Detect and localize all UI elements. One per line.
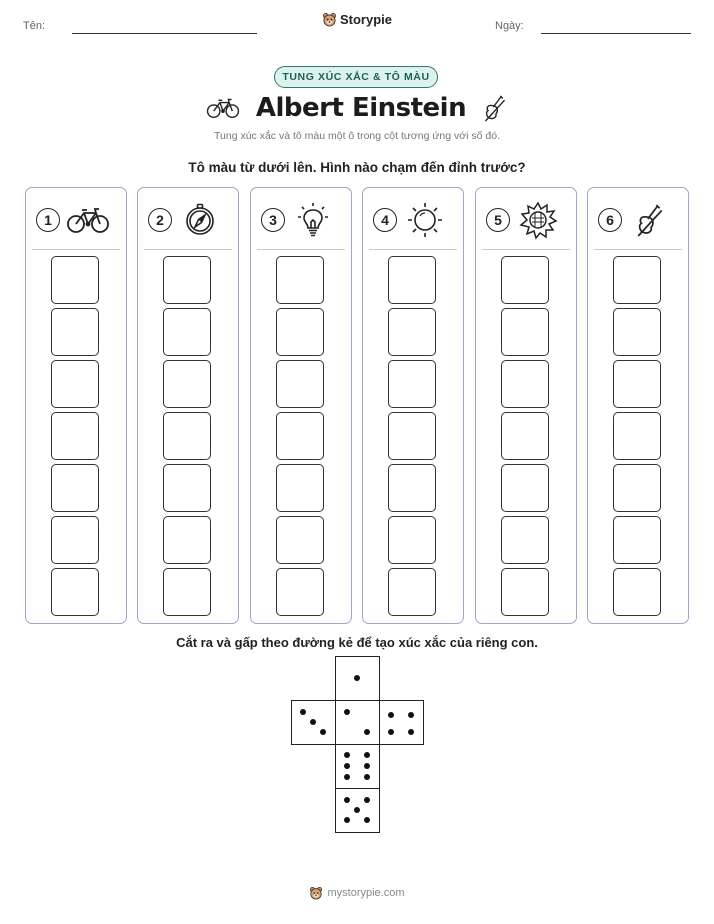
color-box[interactable] [388,360,436,408]
sun-spiky-icon [518,200,558,240]
color-box[interactable] [613,464,661,512]
color-box[interactable] [501,360,549,408]
pip [344,797,350,803]
color-box[interactable] [388,256,436,304]
brand-logo [0,12,714,27]
bicycle-icon [66,205,110,235]
color-box[interactable] [51,256,99,304]
color-box[interactable] [388,308,436,356]
brand-name: Storypie [339,12,392,27]
color-box[interactable] [613,568,661,616]
color-box[interactable] [163,360,211,408]
column-header [148,202,228,238]
color-box[interactable] [51,568,99,616]
color-box[interactable] [276,412,324,460]
compass-icon [183,203,217,237]
die-face-2 [335,700,380,745]
color-box[interactable] [388,464,436,512]
color-box[interactable] [51,516,99,564]
pip [300,709,306,715]
color-box[interactable] [163,516,211,564]
column-number: 5 [486,208,510,232]
pip [408,729,414,735]
pip [354,675,360,681]
column-divider [32,249,120,250]
pip [344,709,350,715]
column-2 [137,187,239,624]
column-number: 2 [148,208,172,232]
column-1 [25,187,127,624]
column-number: 1 [36,208,60,232]
column-number: 6 [598,208,622,232]
pip [310,719,316,725]
pip [364,729,370,735]
die-face-6 [335,744,380,789]
die-face-5 [335,788,380,833]
color-box[interactable] [613,412,661,460]
color-box[interactable] [163,308,211,356]
pip [344,752,350,758]
name-label: Tên: [23,20,46,32]
column-divider [369,249,457,250]
pip [364,817,370,823]
color-box[interactable] [163,256,211,304]
color-box[interactable] [51,464,99,512]
instruction: Tô màu từ dưới lên. Hình nào chạm đến đỉnh trước? [188,160,526,175]
color-box[interactable] [501,568,549,616]
footer-url[interactable]: mystorypie.com [327,887,405,899]
column-header [598,202,678,238]
column-4 [362,187,464,624]
pip [364,763,370,769]
subtitle: Tung xúc xắc và tô màu một ô trong cột tương ứng với số đó. [214,130,500,142]
color-box[interactable] [613,308,661,356]
pip [388,729,394,735]
pip [344,817,350,823]
color-box[interactable] [501,516,549,564]
column-header [36,202,116,238]
title-row [0,90,714,126]
pip [344,763,350,769]
activity-badge: TUNG XÚC XẮC & TÔ MÀU [274,66,438,88]
column-divider [144,249,232,250]
color-box[interactable] [51,308,99,356]
column-5 [475,187,577,624]
sun-icon [406,201,444,239]
cut-instruction: Cắt ra và gấp theo đường kẻ để tạo xúc xắc của riêng con. [176,635,538,650]
color-box[interactable] [501,256,549,304]
pip [354,807,360,813]
column-3 [250,187,352,624]
lightbulb-icon [296,202,330,238]
column-divider [594,249,682,250]
color-box[interactable] [501,412,549,460]
color-box[interactable] [613,256,661,304]
color-box[interactable] [388,412,436,460]
column-number: 4 [373,208,397,232]
column-header [373,202,453,238]
date-line[interactable] [541,33,691,34]
pip [364,797,370,803]
color-box[interactable] [163,568,211,616]
die-face-4 [379,700,424,745]
pip [344,774,350,780]
bear-icon [322,12,337,27]
pip [388,712,394,718]
column-header [261,202,341,238]
color-box[interactable] [388,516,436,564]
bear-icon [309,886,323,900]
color-box[interactable] [276,360,324,408]
color-box[interactable] [501,308,549,356]
name-line[interactable] [72,33,257,34]
column-divider [482,249,570,250]
pip [408,712,414,718]
color-box[interactable] [276,568,324,616]
color-box[interactable] [613,516,661,564]
color-box[interactable] [163,412,211,460]
column-header [486,202,566,238]
color-box[interactable] [388,568,436,616]
pip [320,729,326,735]
color-box[interactable] [276,464,324,512]
color-box[interactable] [276,308,324,356]
column-divider [257,249,345,250]
violin-icon [634,201,666,239]
violin-icon [482,93,508,123]
color-box[interactable] [501,464,549,512]
die-face-1 [335,656,380,701]
bicycle-icon [206,97,240,119]
color-box[interactable] [51,360,99,408]
color-box[interactable] [613,360,661,408]
pip [364,774,370,780]
color-box[interactable] [276,256,324,304]
date-label: Ngày: [495,20,524,32]
page-title: Albert Einstein [255,93,467,123]
color-box[interactable] [51,412,99,460]
color-box[interactable] [163,464,211,512]
color-box[interactable] [276,516,324,564]
die-face-3 [291,700,336,745]
pip [364,752,370,758]
footer [0,886,714,900]
column-6 [587,187,689,624]
column-number: 3 [261,208,285,232]
